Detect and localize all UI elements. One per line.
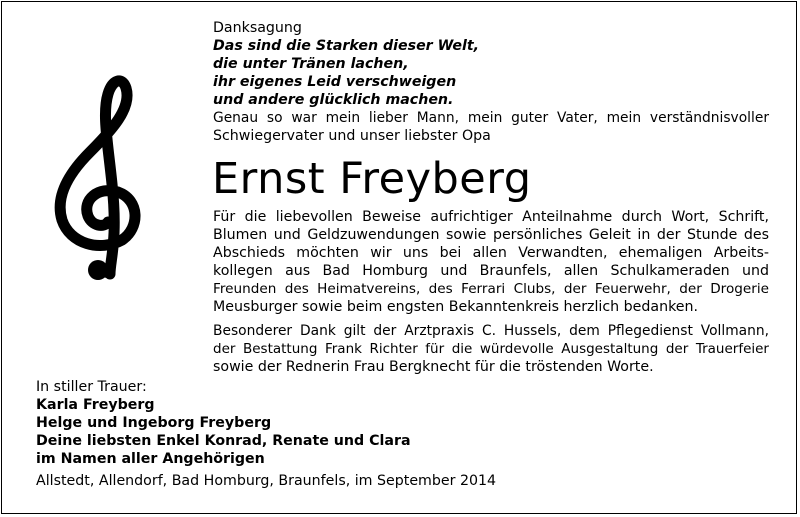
intro-line: Schwiegervater und unser liebster Opa xyxy=(213,128,491,144)
poem-line: ihr eigenes Leid verschweigen xyxy=(213,74,457,90)
special-thanks-block xyxy=(213,322,769,376)
mourners-block xyxy=(36,378,556,490)
place-date: Allstedt, Allendorf, Bad Homburg, Braunfels, im September 2014 xyxy=(36,473,497,489)
mourner-line: Deine liebsten Enkel Konrad, Renate und Clara xyxy=(36,433,411,449)
dedication-block xyxy=(213,19,769,145)
thanks-block xyxy=(213,208,769,316)
special-line: Besonderer Dank gilt der Arztpraxis C. Hussels, dem Pflegedienst Vollmann, xyxy=(213,323,769,339)
dedication-title: Danksagung xyxy=(213,20,302,36)
mourning-label: In stiller Trauer: xyxy=(36,379,147,395)
thanks-line: kollegen aus Bad Homburg und Braunfels, allen Schulkameraden und xyxy=(213,263,769,279)
special-line: sowie der Rednerin Frau Bergknecht für die tröstenden Worte. xyxy=(213,359,654,375)
thanks-line: Meusburger sowie beim engsten Bekanntenkreis herzlich bedanken. xyxy=(213,299,699,315)
special-line: der Bestattung Frank Richter für die würdevolle Ausgestaltung der Trauerfeier xyxy=(213,341,769,357)
poem-line: Das sind die Starken dieser Welt, xyxy=(213,38,480,54)
thanks-line: Für die liebevollen Beweise aufrichtiger Anteilnahme durch Wort, Schrift, xyxy=(213,209,769,225)
treble-clef-icon xyxy=(48,74,163,284)
thanks-line: Freunden des Heimatvereins, des Ferrari Clubs, der Feuerwehr, der Drogerie xyxy=(213,281,769,297)
mourner-line: Helge und Ingeborg Freyberg xyxy=(36,415,272,431)
poem-line: und andere glücklich machen. xyxy=(213,92,454,108)
deceased-name: Ernst Freyberg xyxy=(212,154,532,204)
thanks-line: Abschieds möchten wir uns bei allen Verwandten, ehemaligen Arbeits- xyxy=(213,245,769,261)
mourner-line: im Namen aller Angehörigen xyxy=(36,451,265,467)
intro-line: Genau so war mein lieber Mann, mein guter Vater, mein verständnisvoller xyxy=(213,110,769,126)
poem-line: die unter Tränen lachen, xyxy=(213,56,409,72)
mourner-line: Karla Freyberg xyxy=(36,397,155,413)
thanks-line: Blumen und Geldzuwendungen sowie persönliches Geleit in der Stunde des xyxy=(213,227,769,243)
